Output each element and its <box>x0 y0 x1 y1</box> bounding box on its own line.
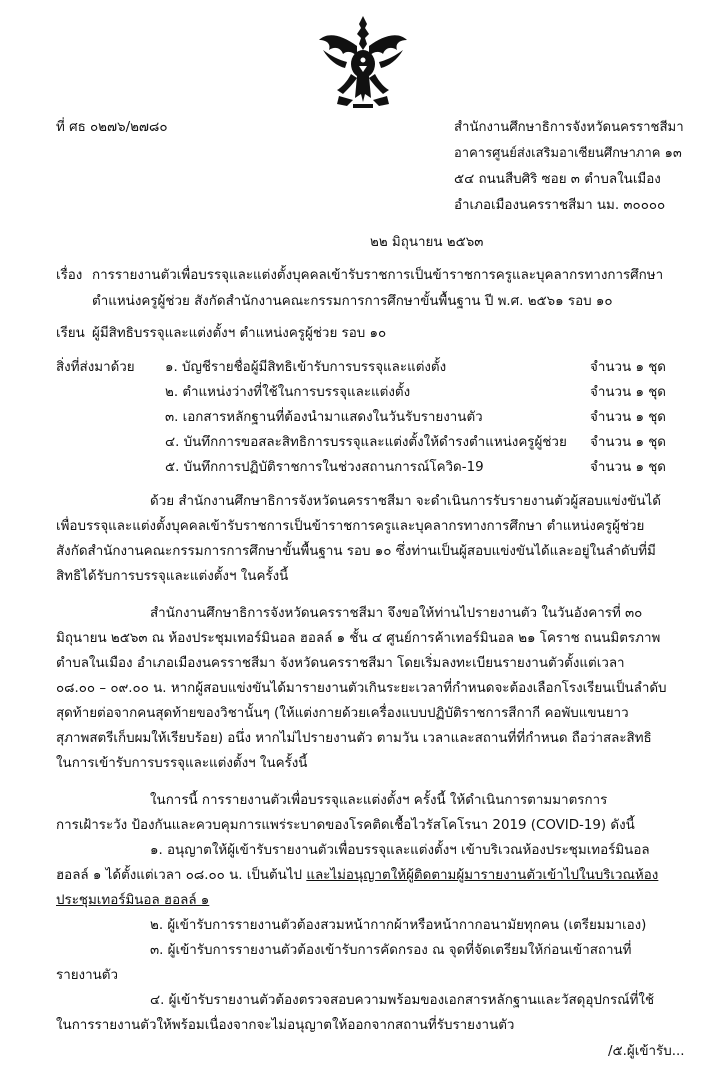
body-text-line: ตำบลในเมือง อำเภอเมืองนครราชสีมา จังหวัดนครราชสีมา โดยเริ่มลงทะเบียนรายงานตัวตั้งแต่เวลา <box>56 656 625 671</box>
measure-item: ๑. อนุญาตให้ผู้เข้ารับรายงานตัวเพื่อบรรจุและแต่งตั้งฯ เข้าบริเวณห้องประชุมเทอร์มินอล <box>150 843 650 858</box>
body-text-line: ในการเข้ารับการบรรจุและแต่งตั้งฯ ในครั้งนี้ <box>56 756 308 771</box>
body-text-line: ในการนี้ การรายงานตัวเพื่อบรรจุและแต่งตั้งฯ ครั้งนี้ ให้ดำเนินการตามมาตรการ <box>150 793 608 808</box>
sender-address-line: ๕๔ ถนนสืบศิริ ซอย ๓ ตำบลในเมือง <box>454 172 661 187</box>
measure-underlined-text: และไม่อนุญาตให้ผู้ติดตามผู้มารายงานตัวเข้าไปในบริเวณห้อง <box>306 868 659 883</box>
sender-address-line: อาคารศูนย์ส่งเสริมอาเซียนศึกษาภาค ๑๓ <box>454 146 682 161</box>
enclosure-quantity: จำนวน ๑ ชุด <box>590 435 666 450</box>
measure-underlined-text: ประชุมเทอร์มินอล ฮอลล์ ๑ <box>56 893 210 908</box>
body-text-line: ด้วย สำนักงานศึกษาธิการจังหวัดนครราชสีมา จะดำเนินการรับรายงานตัวผู้สอบแข่งขันได้ <box>150 494 661 509</box>
enclosure-item: ๓. เอกสารหลักฐานที่ต้องนำมาแสดงในวันรับรายงานตัว <box>165 410 483 425</box>
garuda-emblem <box>317 10 409 110</box>
enclosure-item: ๒. ตำแหน่งว่างที่ใช้ในการบรรจุและแต่งตั้ง <box>165 385 411 400</box>
sender-address-line: อำเภอเมืองนครราชสีมา นม. ๓๐๐๐๐ <box>454 198 666 213</box>
sender-address-line: สำนักงานศึกษาธิการจังหวัดนครราชสีมา <box>454 120 684 135</box>
measure-item-line: ในการรายงานตัวให้พร้อมเนื่องจากจะไม่อนุญาตให้ออกจากสถานที่รับรายงานตัว <box>56 1018 515 1033</box>
document-number: ที่ ศธ ๐๒๗๖/๒๗๘๐ <box>56 120 168 135</box>
body-text-line: สำนักงานศึกษาธิการจังหวัดนครราชสีมา จึงขอให้ท่านไปรายงานตัว ในวันอังคารที่ ๓๐ <box>150 606 643 621</box>
body-text-line: ๐๘.๐๐ – ๐๙.๐๐ น. หากผู้สอบแข่งขันได้มารายงานตัวเกินระยะเวลาที่กำหนดจะต้องเลือกโรงเรียนเป็นลำดับ <box>56 681 667 696</box>
enclosure-item: ๑. บัญชีรายชื่อผู้มีสิทธิเข้ารับการบรรจุและแต่งตั้ง <box>165 360 447 375</box>
subject-line: ตำแหน่งครูผู้ช่วย สังกัดสำนักงานคณะกรรมการการศึกษาขั้นพื้นฐาน ปี พ.ศ. ๒๕๖๑ รอบ ๑๐ <box>92 294 613 309</box>
enclosure-quantity: จำนวน ๑ ชุด <box>590 385 666 400</box>
measure-item: ๔. ผู้เข้ารับรายงานตัวต้องตรวจสอบความพร้อมของเอกสารหลักฐานและวัสดุอุปกรณ์ที่ใช้ <box>150 993 655 1008</box>
body-text-line: สิทธิได้รับการบรรจุและแต่งตั้งฯ ในครั้งนี้ <box>56 569 289 584</box>
enclosure-item: ๔. บันทึกการขอสละสิทธิการบรรจุและแต่งตั้งให้ดำรงตำแหน่งครูผู้ช่วย <box>165 435 567 450</box>
enclosure-quantity: จำนวน ๑ ชุด <box>590 360 666 375</box>
subject-label: เรื่อง <box>56 268 83 283</box>
measure-text: ฮอลล์ ๑ ได้ตั้งแต่เวลา ๐๘.๐๐ น. เป็นต้นไป <box>56 868 307 883</box>
measure-item-line <box>56 864 658 888</box>
subject-line: การรายงานตัวเพื่อบรรจุและแต่งตั้งบุคคลเข้ารับราชการเป็นข้าราชการครูและบุคลากรทางการศึกษา <box>92 268 664 283</box>
enclosures-label: สิ่งที่ส่งมาด้วย <box>56 360 135 375</box>
recipient-text: ผู้มีสิทธิบรรจุและแต่งตั้งฯ ตำแหน่งครูผู้ช่วย รอบ ๑๐ <box>92 326 387 341</box>
enclosure-item: ๕. บันทึกการปฏิบัติราชการในช่วงสถานการณ์โควิด-19 <box>165 460 484 475</box>
body-text-line: สุดท้ายต่อจากคนสุดท้ายของวิชานั้นๆ (ให้แต่งกายด้วยเครื่องแบบปฏิบัติราชการสีกากี คอพับแขนยาว <box>56 706 629 721</box>
body-text-line: สังกัดสำนักงานคณะกรรมการการศึกษาขั้นพื้นฐาน รอบ ๑๐ ซึ่งท่านเป็นผู้สอบแข่งขันได้และอยู่ในลำดับที่มี <box>56 544 656 559</box>
body-text-line: การเฝ้าระวัง ป้องกันและควบคุมการแพร่ระบาดของโรคติดเชื้อไวรัสโคโรนา 2019 (COVID-19) ดังนี้ <box>56 818 635 833</box>
measure-item: ๒. ผู้เข้ารับการรายงานตัวต้องสวมหน้ากากผ้าหรือหน้ากากอนามัยทุกคน (เตรียมมาเอง) <box>150 918 647 933</box>
page-continuation: /๕.ผู้เข้ารับ... <box>608 1044 685 1059</box>
recipient-label: เรียน <box>56 326 85 341</box>
body-text-line: เพื่อบรรจุและแต่งตั้งบุคคลเข้ารับราชการเป็นข้าราชการครูและบุคลากรทางการศึกษา ตำแหน่งครูผู้ช่วย <box>56 519 645 534</box>
body-text-line: มิถุนายน ๒๕๖๓ ณ ห้องประชุมเทอร์มินอล ฮอลล์ ๑ ชั้น ๔ ศูนย์การค้าเทอร์มินอล ๒๑ โคราช ถนนมิตรภาพ <box>56 631 661 646</box>
body-text-line: สุภาพสตรีเก็บผมให้เรียบร้อย) อนึ่ง หากไม่ไปรายงานตัว ตามวัน เวลาและสถานที่ที่กำหนด ถือว่าสละสิทธิ <box>56 731 652 746</box>
document-date: ๒๒ มิถุนายน ๒๕๖๓ <box>370 235 484 250</box>
enclosure-quantity: จำนวน ๑ ชุด <box>590 410 666 425</box>
enclosure-quantity: จำนวน ๑ ชุด <box>590 460 666 475</box>
measure-item-line: รายงานตัว <box>56 968 118 983</box>
measure-item: ๓. ผู้เข้ารับการรายงานตัวต้องเข้ารับการคัดกรอง ณ จุดที่จัดเตรียมให้ก่อนเข้าสถานที่ <box>150 943 632 958</box>
